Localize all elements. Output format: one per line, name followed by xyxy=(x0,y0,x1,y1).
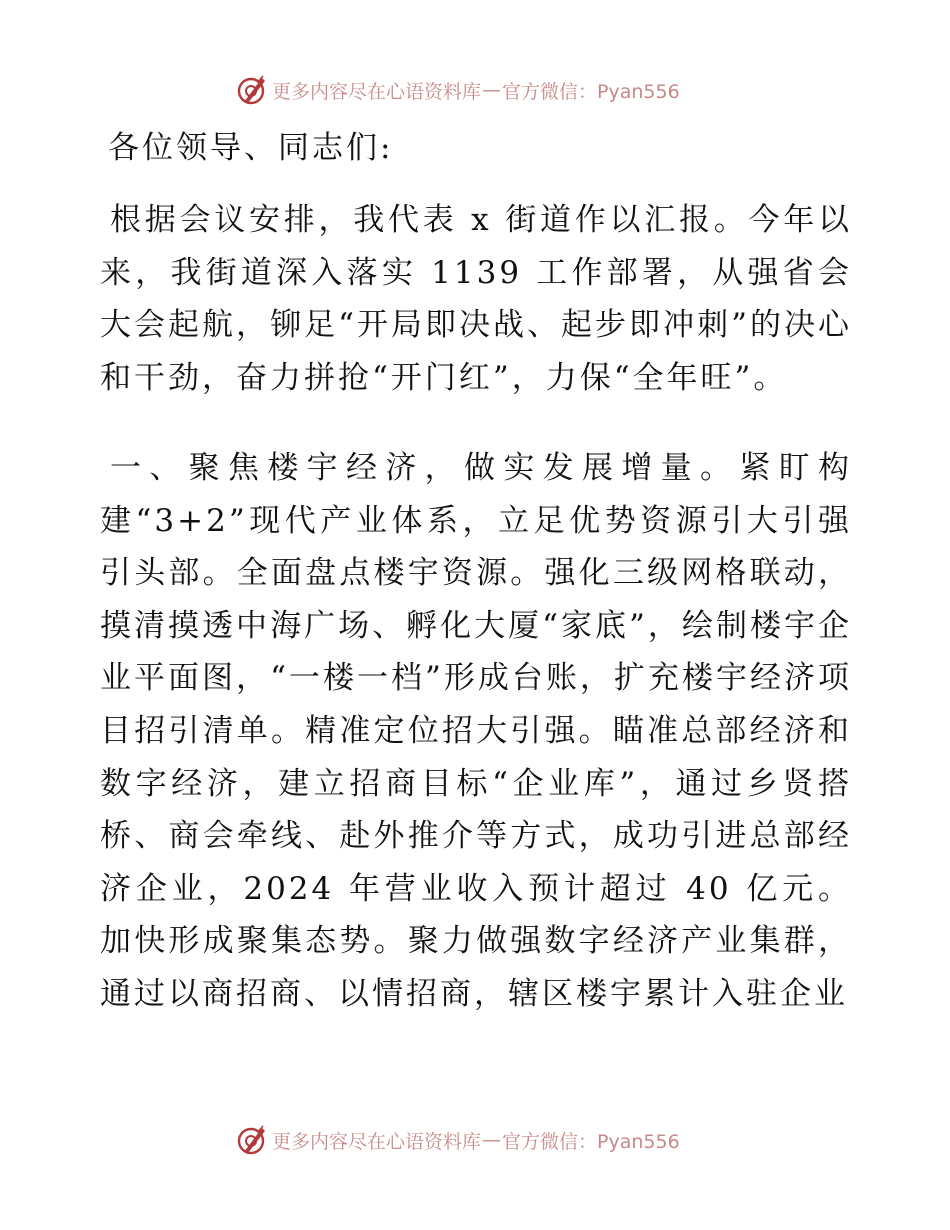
watermark-dash: — xyxy=(482,1129,502,1151)
watermark-site-text: 更多内容尽在心语资料库 xyxy=(272,1130,482,1153)
paragraph-intro: 根据会议安排，我代表 x 街道作以汇报。今年以来，我街道深入落实 1139 工作部署，从强省会大会起航，铆足“开局即决战、起步即冲刺”的决心和干劲，奋力拼抢“开门红”，力保“全年旺”。 xyxy=(100,202,852,396)
greeting: 各位领导、同志们: xyxy=(108,130,394,166)
watermark-banner-top xyxy=(236,72,756,108)
watermark-site-text: 更多内容尽在心语资料库 xyxy=(272,80,482,103)
watermark-wechat-text: 官方微信：Pyan556 xyxy=(502,1130,680,1153)
paragraph-section-1: 一、聚焦楼宇经济，做实发展增量。紧盯构建“3+2”现代产业体系，立足优势资源引大引强引头部。全面盘点楼宇资源。强化三级网格联动，摸清摸透中海广场、孵化大厦“家底”，绘制楼宇企业平面图，“一楼一档”形成台账，扩充楼宇经济项目招引清单。精准定位招大引强。瞄准总部经济和数字经济，建立招商目标“企业库”，通过乡贤搭桥、商会牵线、赴外推介等方式，成功引进总部经济企业，2024 年营业收入预计超过 40 亿元。加快形成聚集态势。聚力做强数字经济产业集群，通过以商招商、以情招商，辖区楼宇累计入驻企业 xyxy=(100,450,852,1012)
watermark-banner-bottom xyxy=(236,1122,756,1158)
quill-logo-icon xyxy=(236,74,268,106)
quill-logo-icon xyxy=(236,1124,268,1156)
watermark-wechat-text: 官方微信：Pyan556 xyxy=(502,80,680,103)
watermark-dash: — xyxy=(482,79,502,101)
